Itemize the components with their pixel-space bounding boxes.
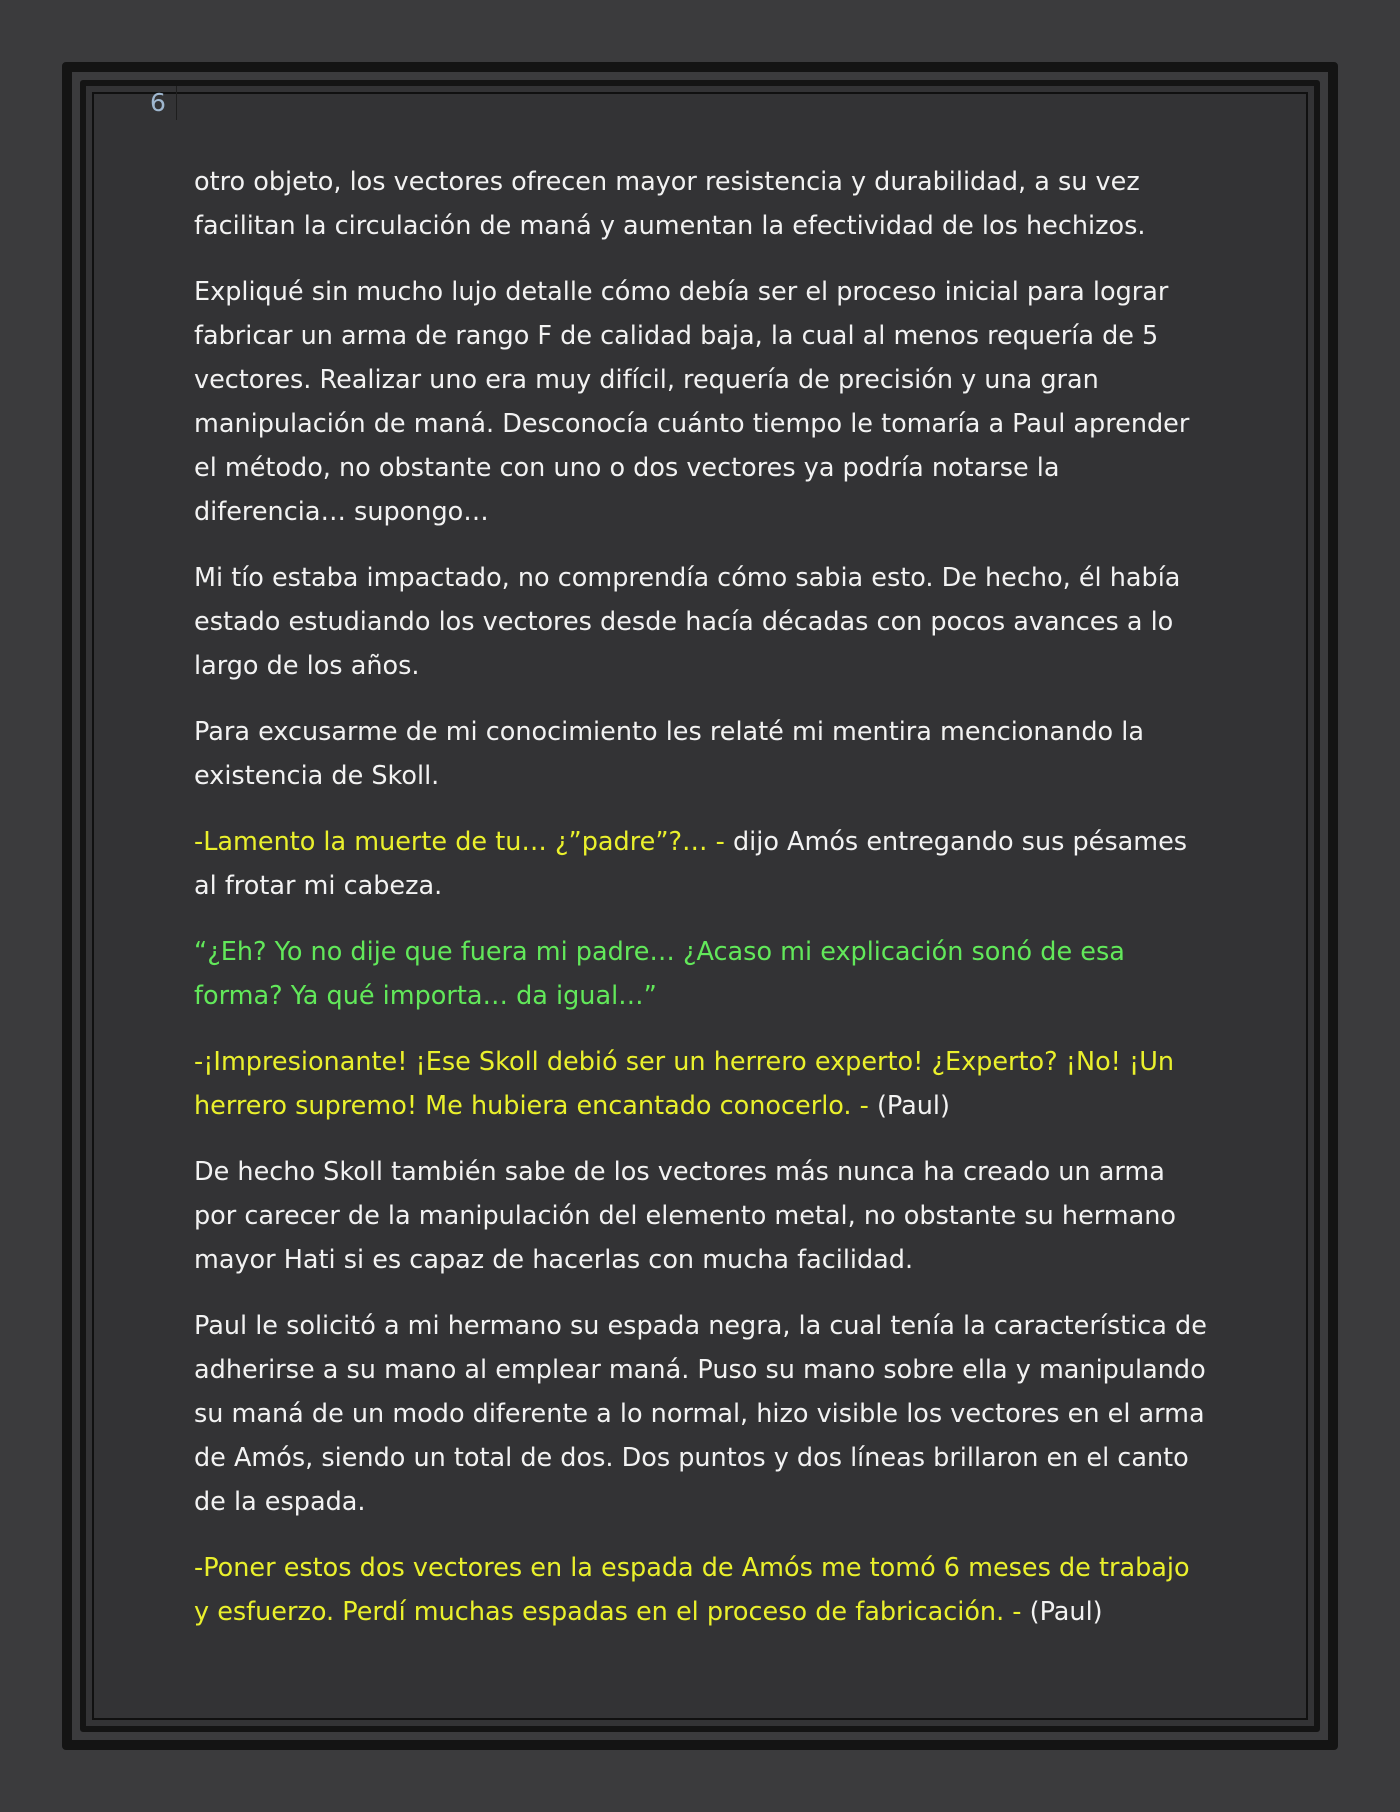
paragraph (194, 160, 1210, 248)
dialogue-text: -Lamento la muerte de tu… ¿”padre”?… - (194, 827, 733, 857)
dialogue-text: -¡Impresionante! ¡Ese Skoll debió ser un herrero experto! ¿Experto? ¡No! ¡Un herrero supremo! Me hubiera encantado conocerlo. - (194, 1047, 1175, 1121)
paragraph (194, 1304, 1210, 1524)
speaker-tag: (Paul) (876, 1091, 950, 1121)
paragraph (194, 820, 1210, 908)
paragraph (194, 270, 1210, 534)
paragraph (194, 556, 1210, 688)
narration-text: Mi tío estaba impactado, no comprendía cómo sabia esto. De hecho, él había estado estudiando los vectores desde hacía décadas con pocos avances a lo largo de los años. (194, 563, 1181, 681)
paragraph (194, 710, 1210, 798)
thought-text: “¿Eh? Yo no dije que fuera mi padre… ¿Acaso mi explicación sonó de esa forma? Ya qué importa… da igual…” (194, 937, 1125, 1011)
page-number: 6 (150, 86, 177, 120)
paragraph (194, 1546, 1210, 1634)
narration-text: Para excusarme de mi conocimiento les relaté mi mentira mencionando la existencia de Skoll. (194, 717, 1144, 791)
narration-text: otro objeto, los vectores ofrecen mayor resistencia y durabilidad, a su vez facilitan la circulación de maná y aumentan la efectividad de los hechizos. (194, 167, 1146, 241)
paragraph (194, 1150, 1210, 1282)
narration-text: Expliqué sin mucho lujo detalle cómo debía ser el proceso inicial para lograr fabricar un arma de rango F de calidad baja, la cual al menos requería de 5 vectores. Realizar uno era muy difícil, requería de precisión y una gran manipulación de maná. Desconocía cuánto tiempo le tomaría a Paul aprender el método, no obstante con uno o dos vectores ya podría notarse la diferencia… supongo… (194, 277, 1190, 527)
speaker-tag: (Paul) (1029, 1597, 1103, 1627)
page-body (194, 160, 1210, 1656)
narration-text: De hecho Skoll también sabe de los vectores más nunca ha creado un arma por carecer de la manipulación del elemento metal, no obstante su hermano mayor Hati si es capaz de hacerlas con mucha facilidad. (194, 1157, 1177, 1275)
narration-text: dijo Amós entregando sus pésames al frotar mi cabeza. (194, 827, 1188, 901)
dialogue-text: -Poner estos dos vectores en la espada de Amós me tomó 6 meses de trabajo y esfuerzo. Perdí muchas espadas en el proceso de fabricación. - (194, 1553, 1190, 1627)
paragraph (194, 930, 1210, 1018)
paragraph (194, 1040, 1210, 1128)
narration-text: Paul le solicitó a mi hermano su espada negra, la cual tenía la característica de adherirse a su mano al emplear maná. Puso su mano sobre ella y manipulando su maná de un modo diferente a lo normal, hizo visible los vectores en el arma de Amós, siendo un total de dos. Dos puntos y dos líneas brillaron en el canto de la espada. (194, 1311, 1207, 1517)
